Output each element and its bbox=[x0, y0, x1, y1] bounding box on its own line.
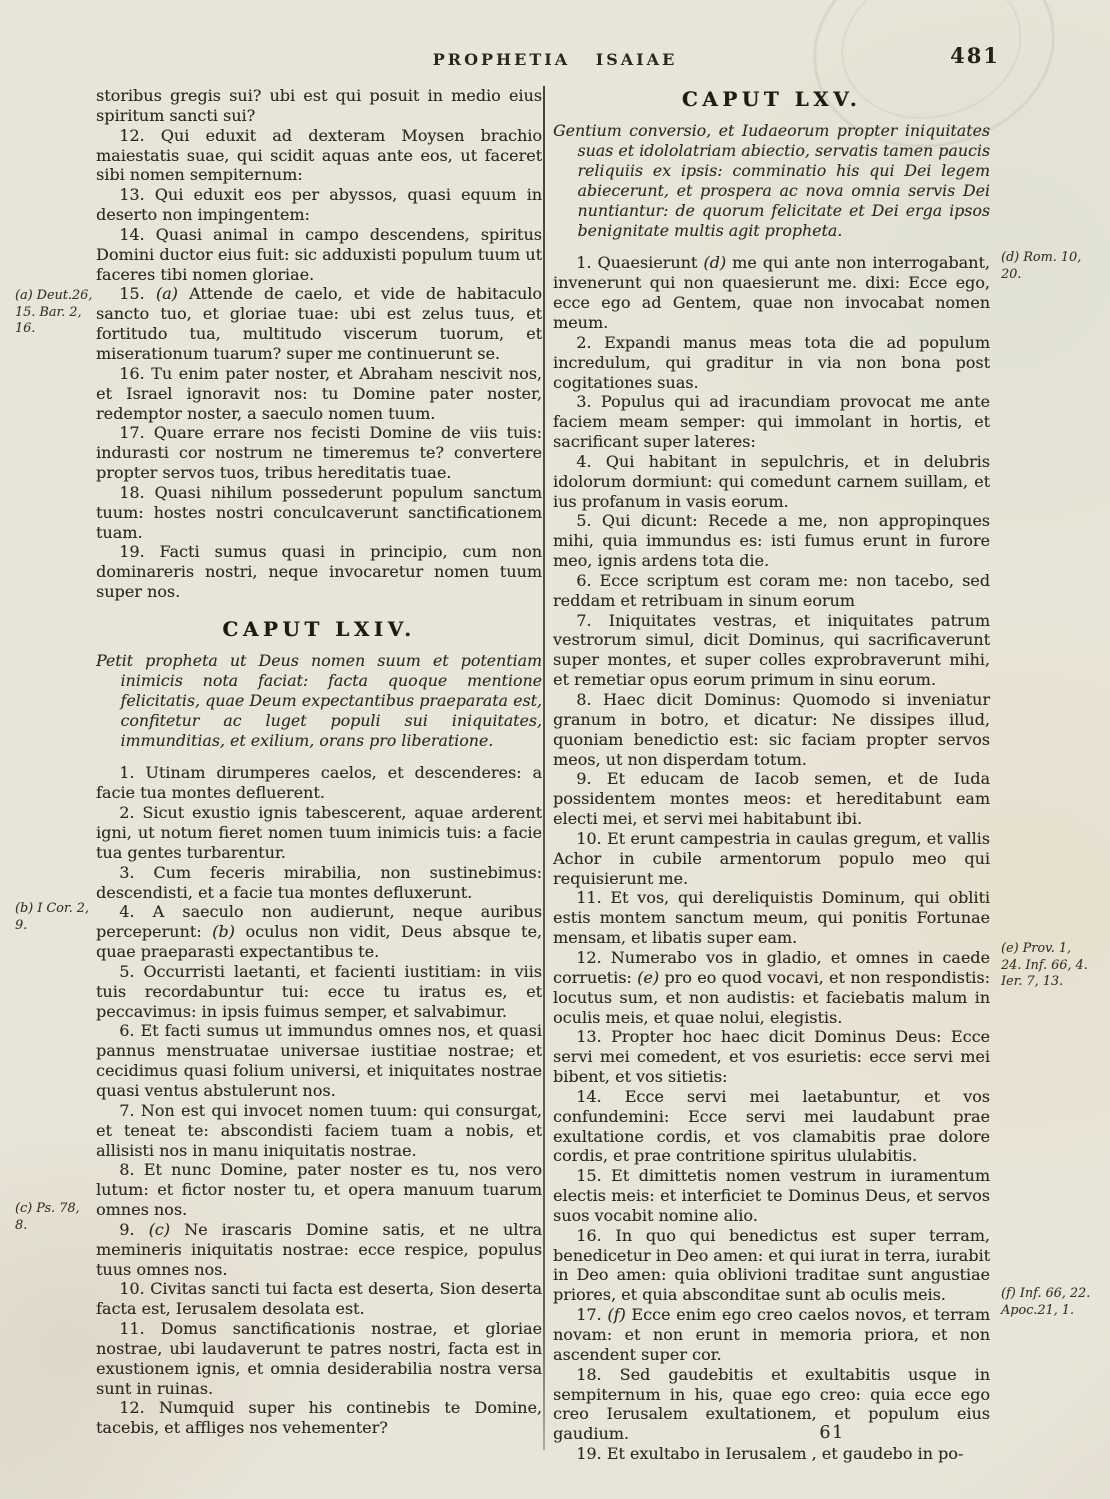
right-text-column bbox=[553, 85, 990, 1464]
verse-paragraph: 4. Qui habitant in sepulchris, et in delubris idolorum dormiunt: qui comedunt carnem suillam, et ius profanum in vasis eorum. bbox=[553, 451, 990, 511]
margin-note-f: (f) Inf. 66, 22. Apoc.21, 1. bbox=[1001, 1286, 1091, 1318]
footnote-ref-marker: (a) bbox=[155, 284, 178, 304]
verse-paragraph: 13. Qui eduxit eos per abyssos, quasi equum in deserto non impingentem: bbox=[96, 185, 542, 225]
verse-paragraph: 3. Cum feceris mirabilia, non sustinebimus: descendisti, et a facie tua montes defluxerunt. bbox=[96, 862, 542, 902]
footnote-ref-marker: (b) bbox=[212, 922, 235, 942]
verse-paragraph: 7. Non est qui invocet nomen tuum: qui consurgat, et teneat te: abscondisti faciem tuam a nobis, et allisisti nos in manu iniquitatis nostrae. bbox=[96, 1100, 542, 1160]
verse-paragraph: 16. In quo qui benedictus est super terram, benedicetur in Deo amen: et qui iurat in terra, iurabit in Deo amen: quia oblivioni traditae sunt angustiae priores, et quia absconditae sunt ab oculis meis. bbox=[553, 1225, 990, 1305]
verse-paragraph: 1. Utinam dirumperes caelos, et descenderes: a facie tua montes defluerent. bbox=[96, 763, 542, 803]
margin-note-c: (c) Ps. 78, 8. bbox=[15, 1201, 80, 1233]
verse-paragraph: 2. Sicut exustio ignis tabescerent, aquae arderent igni, ut notum fieret nomen tuum inimicis tuis: a facie tua gentes turbarentur. bbox=[96, 803, 542, 862]
margin-note-d: (d) Rom. 10, 20. bbox=[1001, 250, 1082, 282]
chapter-heading: CAPUT LXIV. bbox=[222, 616, 416, 641]
verse-paragraph: 5. Occurristi laetanti, et facienti iustitiam: in viis tuis recordabuntur tui: ecce tu iratus es, et peccavimus: in ipsis fuimus semper, et salvabimur. bbox=[96, 961, 542, 1021]
verse-continuation: storibus gregis sui? ubi est qui posuit in medio eius spiritum sancti sui? bbox=[96, 86, 542, 125]
verse-paragraph: 12. Qui eduxit ad dexteram Moysen brachio maiestatis suae, qui scidit aquas ante eos, ut faceret sibi nomen sempiternum: bbox=[96, 125, 542, 185]
footnote-ref-marker: (d) bbox=[703, 253, 727, 273]
chapter-heading: CAPUT LXV. bbox=[681, 87, 862, 111]
footnote-ref-marker: (c) bbox=[148, 1219, 171, 1239]
page-number: 481 bbox=[950, 43, 1000, 68]
verse-paragraph: 11. Et vos, qui dereliquistis Dominum, qui obliti estis montem sanctum meum, qui ponitis Fortunae mensam, et libatis super eam. bbox=[553, 888, 990, 948]
verse-paragraph: 7. Iniquitates vestras, et iniquitates patrum vestrorum simul, dicit Dominus, qui sacrificaverunt super montes, et super colles exprobraverunt mihi, et remetiar opus eorum primum in sinu eorum. bbox=[553, 610, 990, 690]
verse-paragraph: 19. Et exultabo in Ierusalem , et gaudebo in po- bbox=[576, 1444, 964, 1464]
verse-paragraph: 2. Expandi manus meas tota die ad populum incredulum, qui graditur in via non bona post cogitationes suas. bbox=[553, 332, 990, 392]
verse-paragraph: 17. Quare errare nos fecisti Domine de viis tuis: indurasti cor nostrum ne timeremus te? convertere propter servos tuos, tribus hereditatis tuae. bbox=[96, 423, 542, 483]
margin-note-a: (a) Deut.26, 15. Bar. 2, 16. bbox=[15, 288, 93, 336]
verse-paragraph: 10. Et erunt campestria in caulas gregum, et vallis Achor in cubile armentorum populo meo qui requisierunt me. bbox=[553, 828, 990, 888]
verse-paragraph: 6. Ecce scriptum est coram me: non tacebo, sed reddam et retribuam in sinum eorum bbox=[553, 570, 990, 610]
verse-paragraph: 18. Sed gaudebitis et exultabitis usque in sempiternum in his, quae ego creo: quia ecce ego creo Ierusalem exultationem, et populum eius gaudium. bbox=[553, 1364, 990, 1444]
verse-paragraph: 9. Et educam de Iacob semen, et de Iuda possidentem montes meos: et hereditabunt eam electi mei, et servi mei habitabunt ibi. bbox=[553, 769, 990, 829]
chapter-summary: Gentium conversio, et Iudaeorum propter iniquitates suas et idololatriam abiectio, servatis tamen paucis reliquiis ex ipsis: comminatio his qui Dei legem abiecerunt, et prospera ac nova omnia servis Dei nuntiantur: de quorum felicitate et Dei erga ipsos benignitate multis agit propheta. bbox=[553, 121, 990, 240]
footnote-ref-marker: (e) bbox=[637, 967, 660, 987]
verse-paragraph: 15. Et dimittetis nomen vestrum in iuramentum electis meis: et interficiet te Dominus Deus, et servos suos vocabit nomine alio. bbox=[553, 1166, 990, 1225]
verse-paragraph: 11. Domus sanctificationis nostrae, et gloriae nostrae, ubi laudaverunt te patres nostri, facta est in exustionem ignis, et omnia desiderabilia nostra versa sunt in ruinas. bbox=[96, 1319, 542, 1398]
verse-paragraph: 17. (f) Ecce enim ego creo caelos novos, et terram novam: et non erunt in memoria priora, et non ascendent super cor. bbox=[553, 1305, 991, 1364]
verse-paragraph: 1. Quaesierunt (d) me qui ante non interrogabant, invenerunt qui non quaesierunt me. dixi: Ecce ego, ecce ego ad Gentem, quae non invocabat nomen meum. bbox=[553, 253, 990, 332]
margin-note-e: (e) Prov. 1, 24. Inf. 66, 4. Ier. 7, 13. bbox=[1001, 941, 1088, 989]
verse-paragraph: 18. Quasi nihilum possederunt populum sanctum tuum: hostes nostri conculcaverunt sanctificationem tuam. bbox=[96, 482, 542, 542]
footnote-ref-marker: (f) bbox=[607, 1305, 626, 1325]
verse-paragraph: 14. Ecce servi mei laetabuntur, et vos confundemini: Ecce servi mei laudabunt prae exultatione cordis, et vos clamabitis prae dolore cordis, et prae contritione spiritus ululabitis. bbox=[553, 1086, 990, 1166]
verse-paragraph: 4. A saeculo non audierunt, neque auribus perceperunt: (b) oculus non vidit, Deus absque te, quae praeparasti expectantibus te. bbox=[96, 902, 543, 962]
running-title: PROPHETIA ISAIAE bbox=[432, 50, 678, 69]
chapter-summary: Petit propheta ut Deus nomen suum et potentiam inimicis nota faciat: facta quoque mentione felicitatis, quae Deum expectantibus praeparata est, confitetur ac luget populi sui iniquitates, immunditias, et exilium, orans pro liberatione. bbox=[96, 650, 542, 750]
verse-paragraph: 6. Et facti sumus ut immundus omnes nos, et quasi pannus menstruatae universae iustitiae nostrae; et cecidimus quasi folium universi, et iniquitates nostrae quasi ventus abstulerunt nos. bbox=[96, 1021, 542, 1100]
verse-paragraph: 19. Facti sumus quasi in principio, cum non dominareris nostri, neque invocaretur nomen tuum super nos. bbox=[96, 542, 542, 602]
verse-paragraph: 16. Tu enim pater noster, et Abraham nescivit nos, et Israel ignoravit nos: tu Domine pater noster, redemptor noster, a saeculo nomen tuum. bbox=[96, 363, 542, 423]
verse-paragraph: 13. Propter hoc haec dicit Dominus Deus: Ecce servi mei comedent, et vos esurietis: ecce servi mei bibent, et vos sitietis: bbox=[553, 1027, 990, 1087]
verse-paragraph: 3. Populus qui ad iracundiam provocat me ante faciem meam semper: qui immolant in hortis, et sacrificant super lateres: bbox=[553, 392, 990, 452]
verse-paragraph: 9. (c) Ne irascaris Domine satis, et ne ultra memineris iniquitatis nostrae: ecce respice, populus tuus omnes nos. bbox=[96, 1219, 543, 1279]
verse-paragraph: 15. (a) Attende de caelo, et vide de habitaculo sancto tuo, et gloriae tuae: ubi est zelus tuus, et fortitudo tua, multitudo viscerum tuorum, et miserationum tuarum? super me continuerunt se. bbox=[96, 284, 542, 363]
column-divider-rule bbox=[543, 86, 545, 1450]
verse-paragraph: 5. Qui dicunt: Recede a me, non appropinques mihi, quia immundus es: isti fumus erunt in furore meo, ignis ardens tota die. bbox=[553, 511, 990, 571]
verse-paragraph: 8. Haec dicit Dominus: Quomodo si inveniatur granum in botro, et dicatur: Ne dissipes illud, quoniam benedictio est: sic faciam propter servos meos, ut non disperdam totum. bbox=[553, 690, 990, 769]
verse-paragraph: 12. Numerabo vos in gladio, et omnes in caede corruetis: (e) pro eo quod vocavi, et non respondistis: locutus sum, et non audistis: et faciebatis malum in oculis meis, et quae nolui, elegistis. bbox=[553, 947, 990, 1027]
margin-note-b: (b) I Cor. 2, 9. bbox=[15, 901, 89, 933]
left-text-column bbox=[96, 86, 542, 1438]
verse-paragraph: 14. Quasi animal in campo descendens, spiritus Domini ductor eius fuit: sic adduxisti populum tuum ut faceres tibi nomen gloriae. bbox=[96, 224, 542, 284]
verse-paragraph: 12. Numquid super his continebis te Domine, tacebis, et affliges nos vehementer? bbox=[96, 1398, 542, 1438]
signature-mark: 61 bbox=[819, 1423, 845, 1443]
verse-paragraph: 8. Et nunc Domine, pater noster es tu, nos vero lutum: et fictor noster tu, et opera manuum tuarum omnes nos. bbox=[96, 1160, 542, 1220]
verse-paragraph: 10. Civitas sancti tui facta est deserta, Sion deserta facta est, Ierusalem desolata est. bbox=[96, 1279, 542, 1319]
